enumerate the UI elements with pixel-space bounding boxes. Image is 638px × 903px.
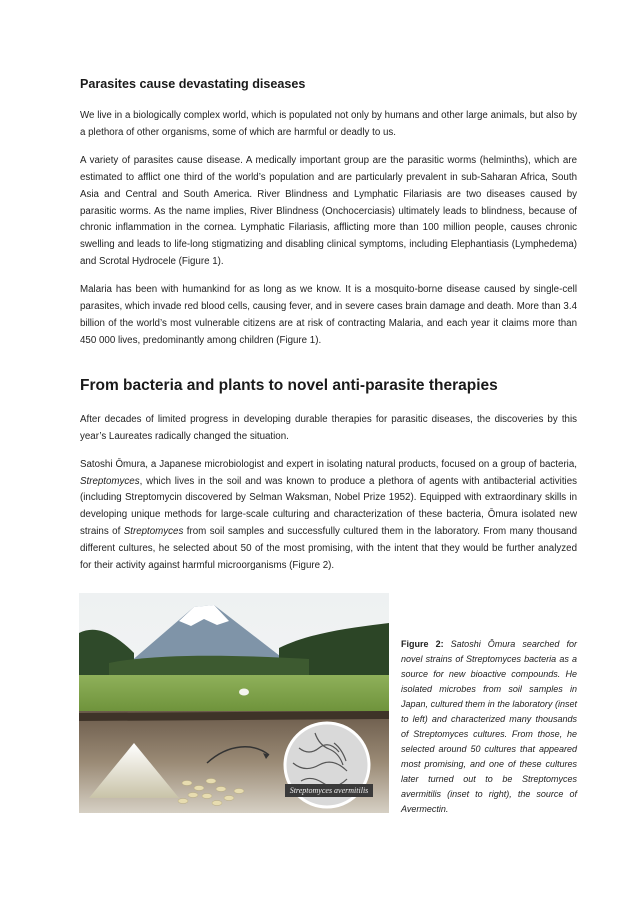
sample-cup [239, 689, 249, 696]
paragraph-omura: Satoshi Ōmura, a Japanese microbiologist and expert in isolating natural products, focused on a group of bacteria, Streptomyces, which lives in the soil and was known to produce a plethora of agents with antibacterial activities (including Streptomycin discovered by Selman Waksman, Nobel Prize 1952). Equipped with extraordinary skills in developing unique methods for large-scale culturing and characterization of these bacteria, Ōmura isolated new strains of Streptomyces from soil samples and successfully cultured them in the laboratory. From many thousand different cultures, he selected about 50 of the most promising, with the intent that they would be further analyzed for their activity against harmful microorganisms (Figure 2). [80, 458, 577, 572]
figure-illustration [79, 593, 389, 813]
landscape-illustration [79, 593, 389, 813]
document-body [80, 76, 577, 575]
paragraph-parasitic-worms: A variety of parasites cause disease. A medically important group are the parasitic worms (helminths), which are estimated to afflict one third of the world’s population and are particularly prevalent in sub-Saharan Africa, South Asia and Central and South America. River Blindness and Lymphatic Filariasis are two diseases caused by parasitic worms. As the name implies, River Blindness (Onchocerciasis) ultimately leads to blindness, because of chronic inflammation in the cornea. Lymphatic Filariasis, afflicting more than 100 million people, causes chronic swelling and leads to life-long stigmatizing and disabling clinical symptoms, including Elephantiasis (Lymphedema) and Scrotal Hydrocele (Figure 1). [80, 154, 577, 268]
figure-2 [79, 593, 577, 813]
section-heading-parasites: Parasites cause devastating diseases [80, 77, 306, 91]
section-heading-therapies: From bacteria and plants to novel anti-parasite therapies [80, 376, 498, 394]
paragraph-laureates: After decades of limited progress in developing durable therapies for parasitic diseases, the discoveries by this year’s Laureates radically changed the situation. [80, 413, 577, 442]
inset-label: Streptomyces avermitilis [285, 784, 373, 797]
paragraph-malaria: Malaria has been with humankind for as long as we know. It is a mosquito-borne disease caused by single-cell parasites, which invade red blood cells, causing fever, and in severe cases brain damage and death. More than 3.4 billion of the world’s most vulnerable citizens are at risk of contracting Malaria, and each year it claims more than 450 000 lives, predominantly among children (Figure 1). [80, 284, 577, 346]
figure-caption: Figure 2: Satoshi Ōmura searched for novel strains of Streptomyces bacteria as a source for new bioactive compounds. He isolated microbes from soil samples in Japan, cultured them in the laboratory (inset to left) and characterized many thousands of Streptomyces cultures. From those, he selected around 50 cultures that appeared most promising, and one of these cultures later turned out to be Streptomyces avermitilis (inset to right), the source of Avermectin. [401, 639, 577, 814]
paragraph-intro: We live in a biologically complex world, which is populated not only by humans and other large animals, but also by a plethora of other organisms, some of which are harmful or deadly to us. [80, 110, 577, 138]
